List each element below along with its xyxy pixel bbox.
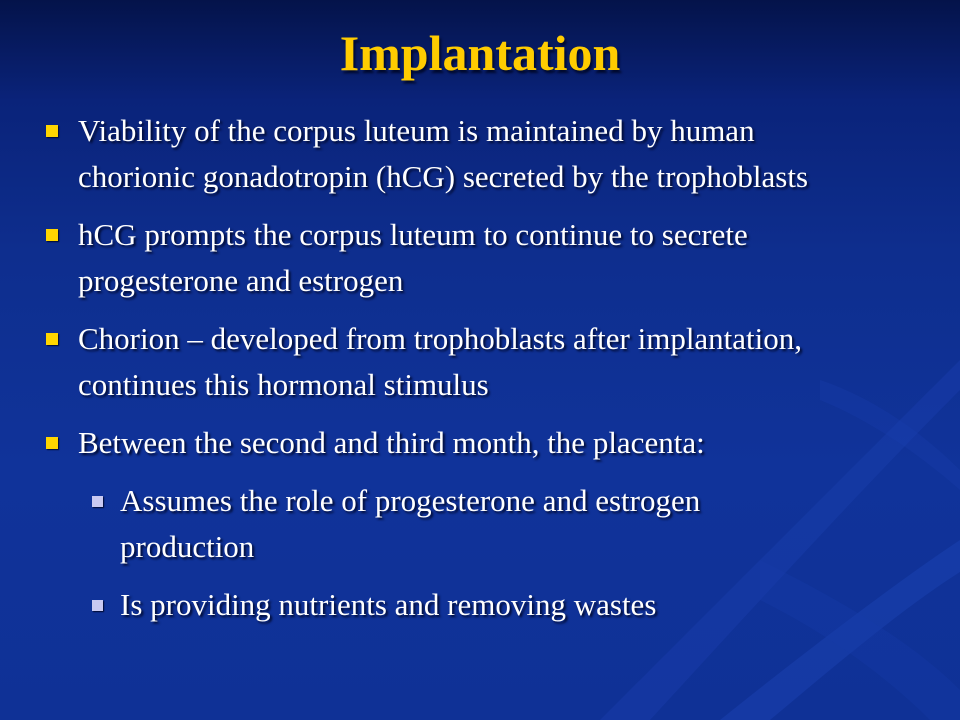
list-item <box>40 420 878 466</box>
square-bullet-icon <box>46 333 58 345</box>
list-item-text: Between the second and third month, the placenta: <box>78 425 705 460</box>
slide-title: Implantation <box>339 25 621 81</box>
square-bullet-icon <box>92 496 103 507</box>
square-bullet-icon <box>46 437 58 449</box>
list-item <box>40 316 878 408</box>
list-item <box>40 108 878 200</box>
square-bullet-icon <box>92 600 103 611</box>
sub-list-item <box>90 582 840 628</box>
list-item-text: hCG prompts the corpus luteum to continue to secrete progesterone and estrogen <box>78 217 748 298</box>
square-bullet-icon <box>46 125 58 137</box>
list-item-text: Is providing nutrients and removing wastes <box>120 587 657 622</box>
sub-list-item <box>90 478 840 570</box>
list-item <box>40 212 878 304</box>
list-item-text: Chorion – developed from trophoblasts after implantation, continues this hormonal stimulus <box>78 321 803 402</box>
square-bullet-icon <box>46 229 58 241</box>
bullet-list <box>40 108 920 628</box>
list-item-text: Viability of the corpus luteum is maintained by human chorionic gonadotropin (hCG) secreted by the trophoblasts <box>78 113 809 194</box>
list-item-text: Assumes the role of progesterone and estrogen production <box>120 483 701 564</box>
